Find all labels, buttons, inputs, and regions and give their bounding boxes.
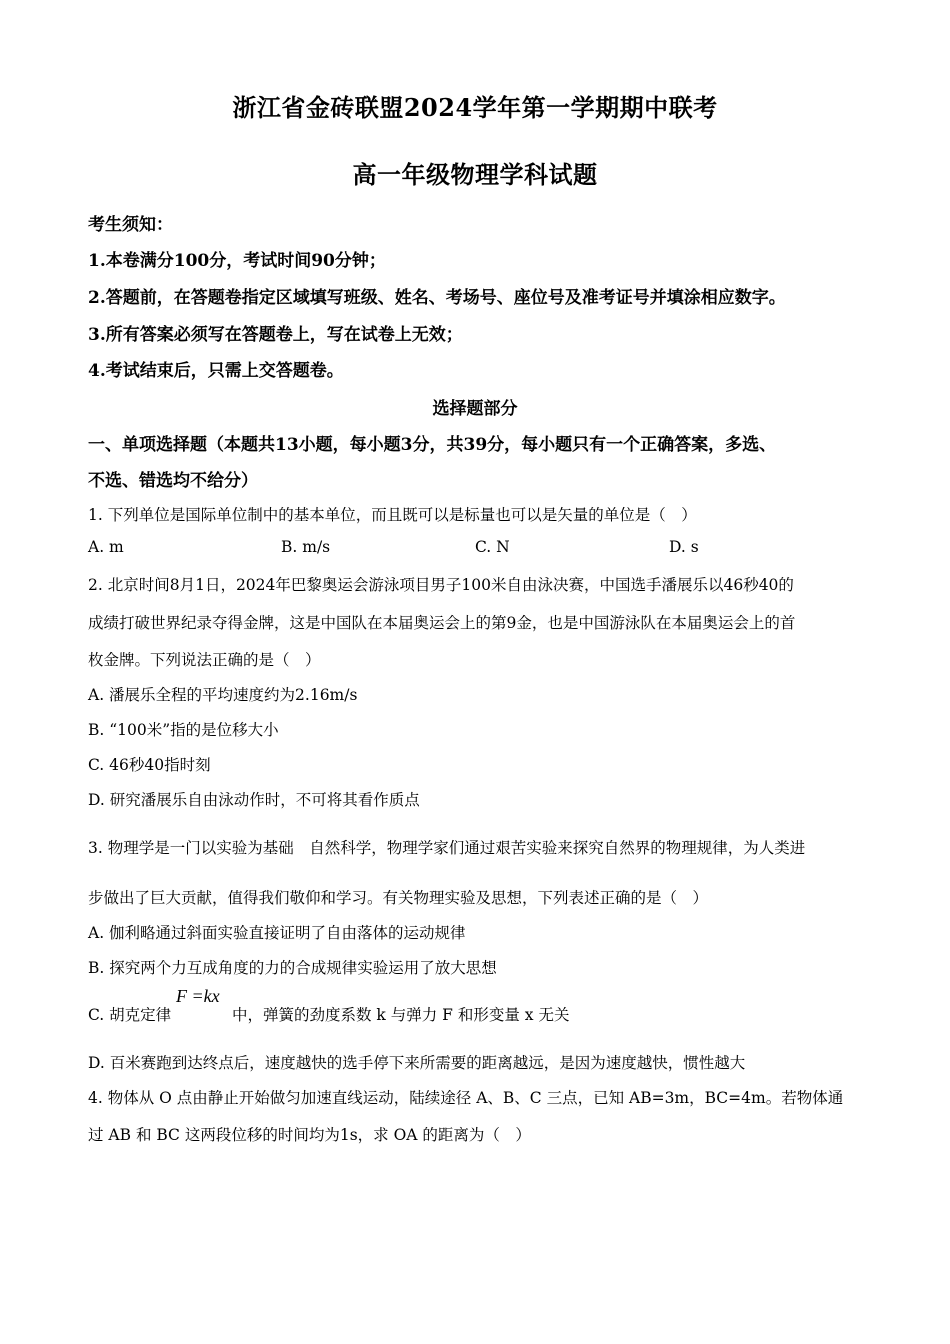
q1-option-c: C. N [475,538,510,556]
notice-item-1: 1.本卷满分100分，考试时间90分钟； [88,251,386,271]
q3-stem-line1: 3. 物理学是一门以实验为基础 自然科学，物理学家们通过艰苦实验来探究自然界的物理规律，为人类进 [88,839,806,857]
q1-option-d: D. s [669,538,699,556]
q4-stem-line1: 4. 物体从 O 点由静止开始做匀加速直线运动，陆续途径 A、B、C 三点，已知 AB=3m，BC=4m。若物体通 [88,1089,844,1107]
q1-stem: 1. 下列单位是国际单位制中的基本单位，而且既可以是标量也可以是矢量的单位是（ ） [88,506,697,524]
part1-heading-line1: 一、单项选择题（本题共13小题，每小题3分，共39分，每小题只有一个正确答案，多选、 [88,435,777,455]
q4-stem-line2: 过 AB 和 BC 这两段位移的时间均为1s，求 OA 的距离为（ ） [88,1126,531,1144]
q3-option-a: A. 伽利略通过斜面实验直接证明了自由落体的运动规律 [88,924,466,942]
q1-option-a: A. m [88,538,124,556]
part1-heading-line2: 不选、错选均不给分） [88,471,258,491]
q3-option-c-prefix: C. 胡克定律 [88,1006,172,1024]
hooke-law-formula: F =kx [176,986,220,1006]
section-title: 选择题部分 [432,399,518,419]
exam-title: 浙江省金砖联盟2024学年第一学期期中联考 [232,93,718,122]
notice-item-3: 3.所有答案必须写在答题卷上，写在试卷上无效； [88,325,463,345]
q1-option-b: B. m/s [281,538,331,556]
q3-option-b: B. 探究两个力互成角度的力的合成规律实验运用了放大思想 [88,959,497,977]
q2-stem-line3: 枚金牌。下列说法正确的是（ ） [88,651,321,669]
q3-option-c-suffix: 中，弹簧的劲度系数 k 与弹力 F 和形变量 x 无关 [232,1006,570,1024]
notice-heading: 考生须知： [88,215,173,235]
q3-stem-line2: 步做出了巨大贡献，值得我们敬仰和学习。有关物理实验及思想，下列表述正确的是（ ） [88,889,709,907]
q2-option-c: C. 46秒40指时刻 [88,756,211,774]
q2-option-b: B. “100米”指的是位移大小 [88,721,279,739]
notice-item-2: 2.答题前，在答题卷指定区域填写班级、姓名、考场号、座位号及准考证号并填涂相应数字。 [88,288,786,308]
q2-stem-line2: 成绩打破世界纪录夺得金牌，这是中国队在本届奥运会上的第9金，也是中国游泳队在本届奥运会上的首 [88,614,796,632]
q2-option-a: A. 潘展乐全程的平均速度约为2.16m/s [88,686,358,704]
notice-item-4: 4.考试结束后，只需上交答题卷。 [88,361,344,381]
q2-stem-line1: 2. 北京时间8月1日，2024年巴黎奥运会游泳项目男子100米自由泳决赛，中国选手潘展乐以46秒40的 [88,576,794,594]
exam-subtitle: 高一年级物理学科试题 [352,160,598,189]
q3-option-d: D. 百米赛跑到达终点后，速度越快的选手停下来所需要的距离越远，是因为速度越快，惯性越大 [88,1054,746,1072]
q2-option-d: D. 研究潘展乐自由泳动作时，不可将其看作质点 [88,791,420,809]
